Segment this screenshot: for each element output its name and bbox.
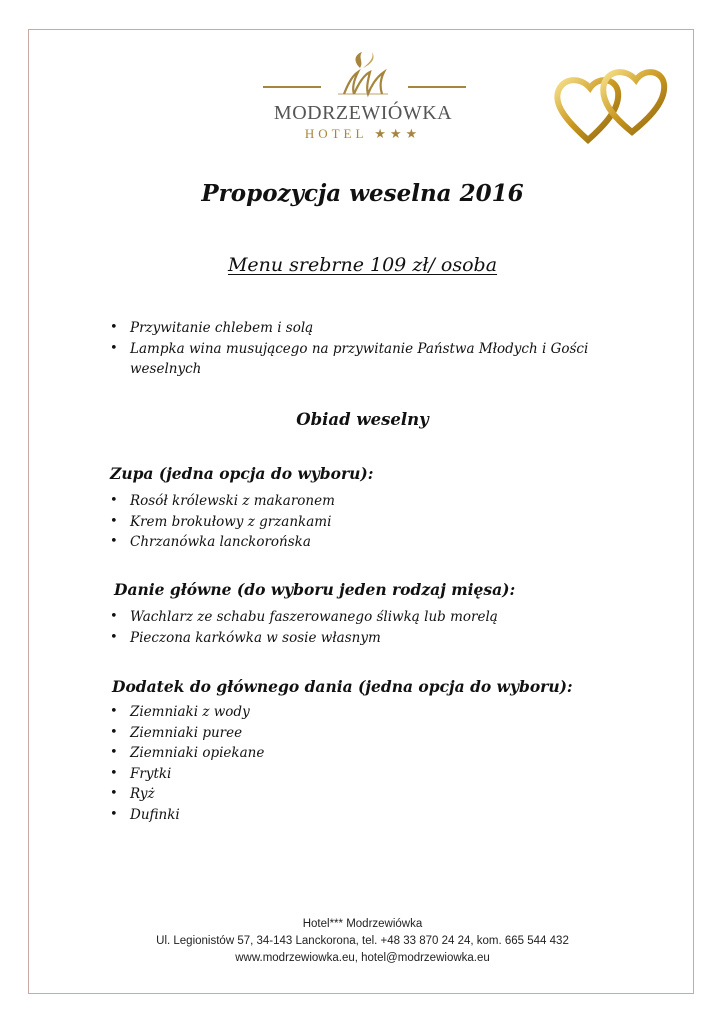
side-dish-heading: Dodatek do głównego dania (jedna opcja do wyboru): (112, 677, 573, 696)
menu-subtitle: Menu srebrne 109 zł/ osoba (227, 254, 498, 276)
side-dish-list (108, 702, 628, 825)
list-item: • Wachlarz ze schabu faszerowanego śliwką lub morelą (108, 607, 628, 628)
logo-rule-left (263, 86, 321, 88)
page-footer (0, 916, 725, 967)
list-item: • Pieczona karkówka w sosie własnym (108, 628, 628, 649)
list-item: • Krem brokułowy z grzankami (108, 512, 628, 533)
list-item: • Lampka wina musującego na przywitanie Państwa Młodych i Gości weselnych (108, 339, 628, 380)
list-item: • Rosół królewski z makaronem (108, 491, 628, 512)
main-course-heading: Danie główne (do wyboru jeden rodzaj mięsa): (114, 580, 516, 599)
welcome-list (108, 318, 628, 380)
list-item: • Ziemniaki z wody (108, 702, 628, 723)
page-title: Propozycja weselna 2016 (201, 180, 524, 207)
wedding-rings-image (548, 52, 678, 152)
list-item: • Chrzanówka lanckorońska (108, 532, 628, 553)
logo-rule-right (408, 86, 466, 88)
list-item: • Przywitanie chlebem i solą (108, 318, 628, 339)
logo-monogram-icon (330, 50, 396, 98)
main-course-list (108, 607, 628, 648)
list-item: • Frytki (108, 764, 628, 785)
dinner-heading: Obiad weselny (296, 410, 429, 429)
logo-subtitle: HOTEL ★★★ (304, 126, 422, 141)
list-item: • Dufinki (108, 805, 628, 826)
list-item: • Ryż (108, 784, 628, 805)
list-item: • Ziemniaki opiekane (108, 743, 628, 764)
list-item: • Ziemniaki puree (108, 723, 628, 744)
footer-contact: www.modrzewiowka.eu, hotel@modrzewiowka.eu (235, 952, 490, 964)
footer-hotel-name: Hotel*** Modrzewiówka (302, 918, 423, 930)
soup-list (108, 491, 628, 553)
soup-heading: Zupa (jedna opcja do wyboru): (110, 464, 374, 483)
logo-name: MODRZEWIÓWKA (273, 102, 453, 124)
hotel-logo (258, 50, 468, 145)
footer-address: Ul. Legionistów 57, 34-143 Lanckorona, tel. +48 33 870 24 24, kom. 665 544 432 (156, 935, 569, 947)
